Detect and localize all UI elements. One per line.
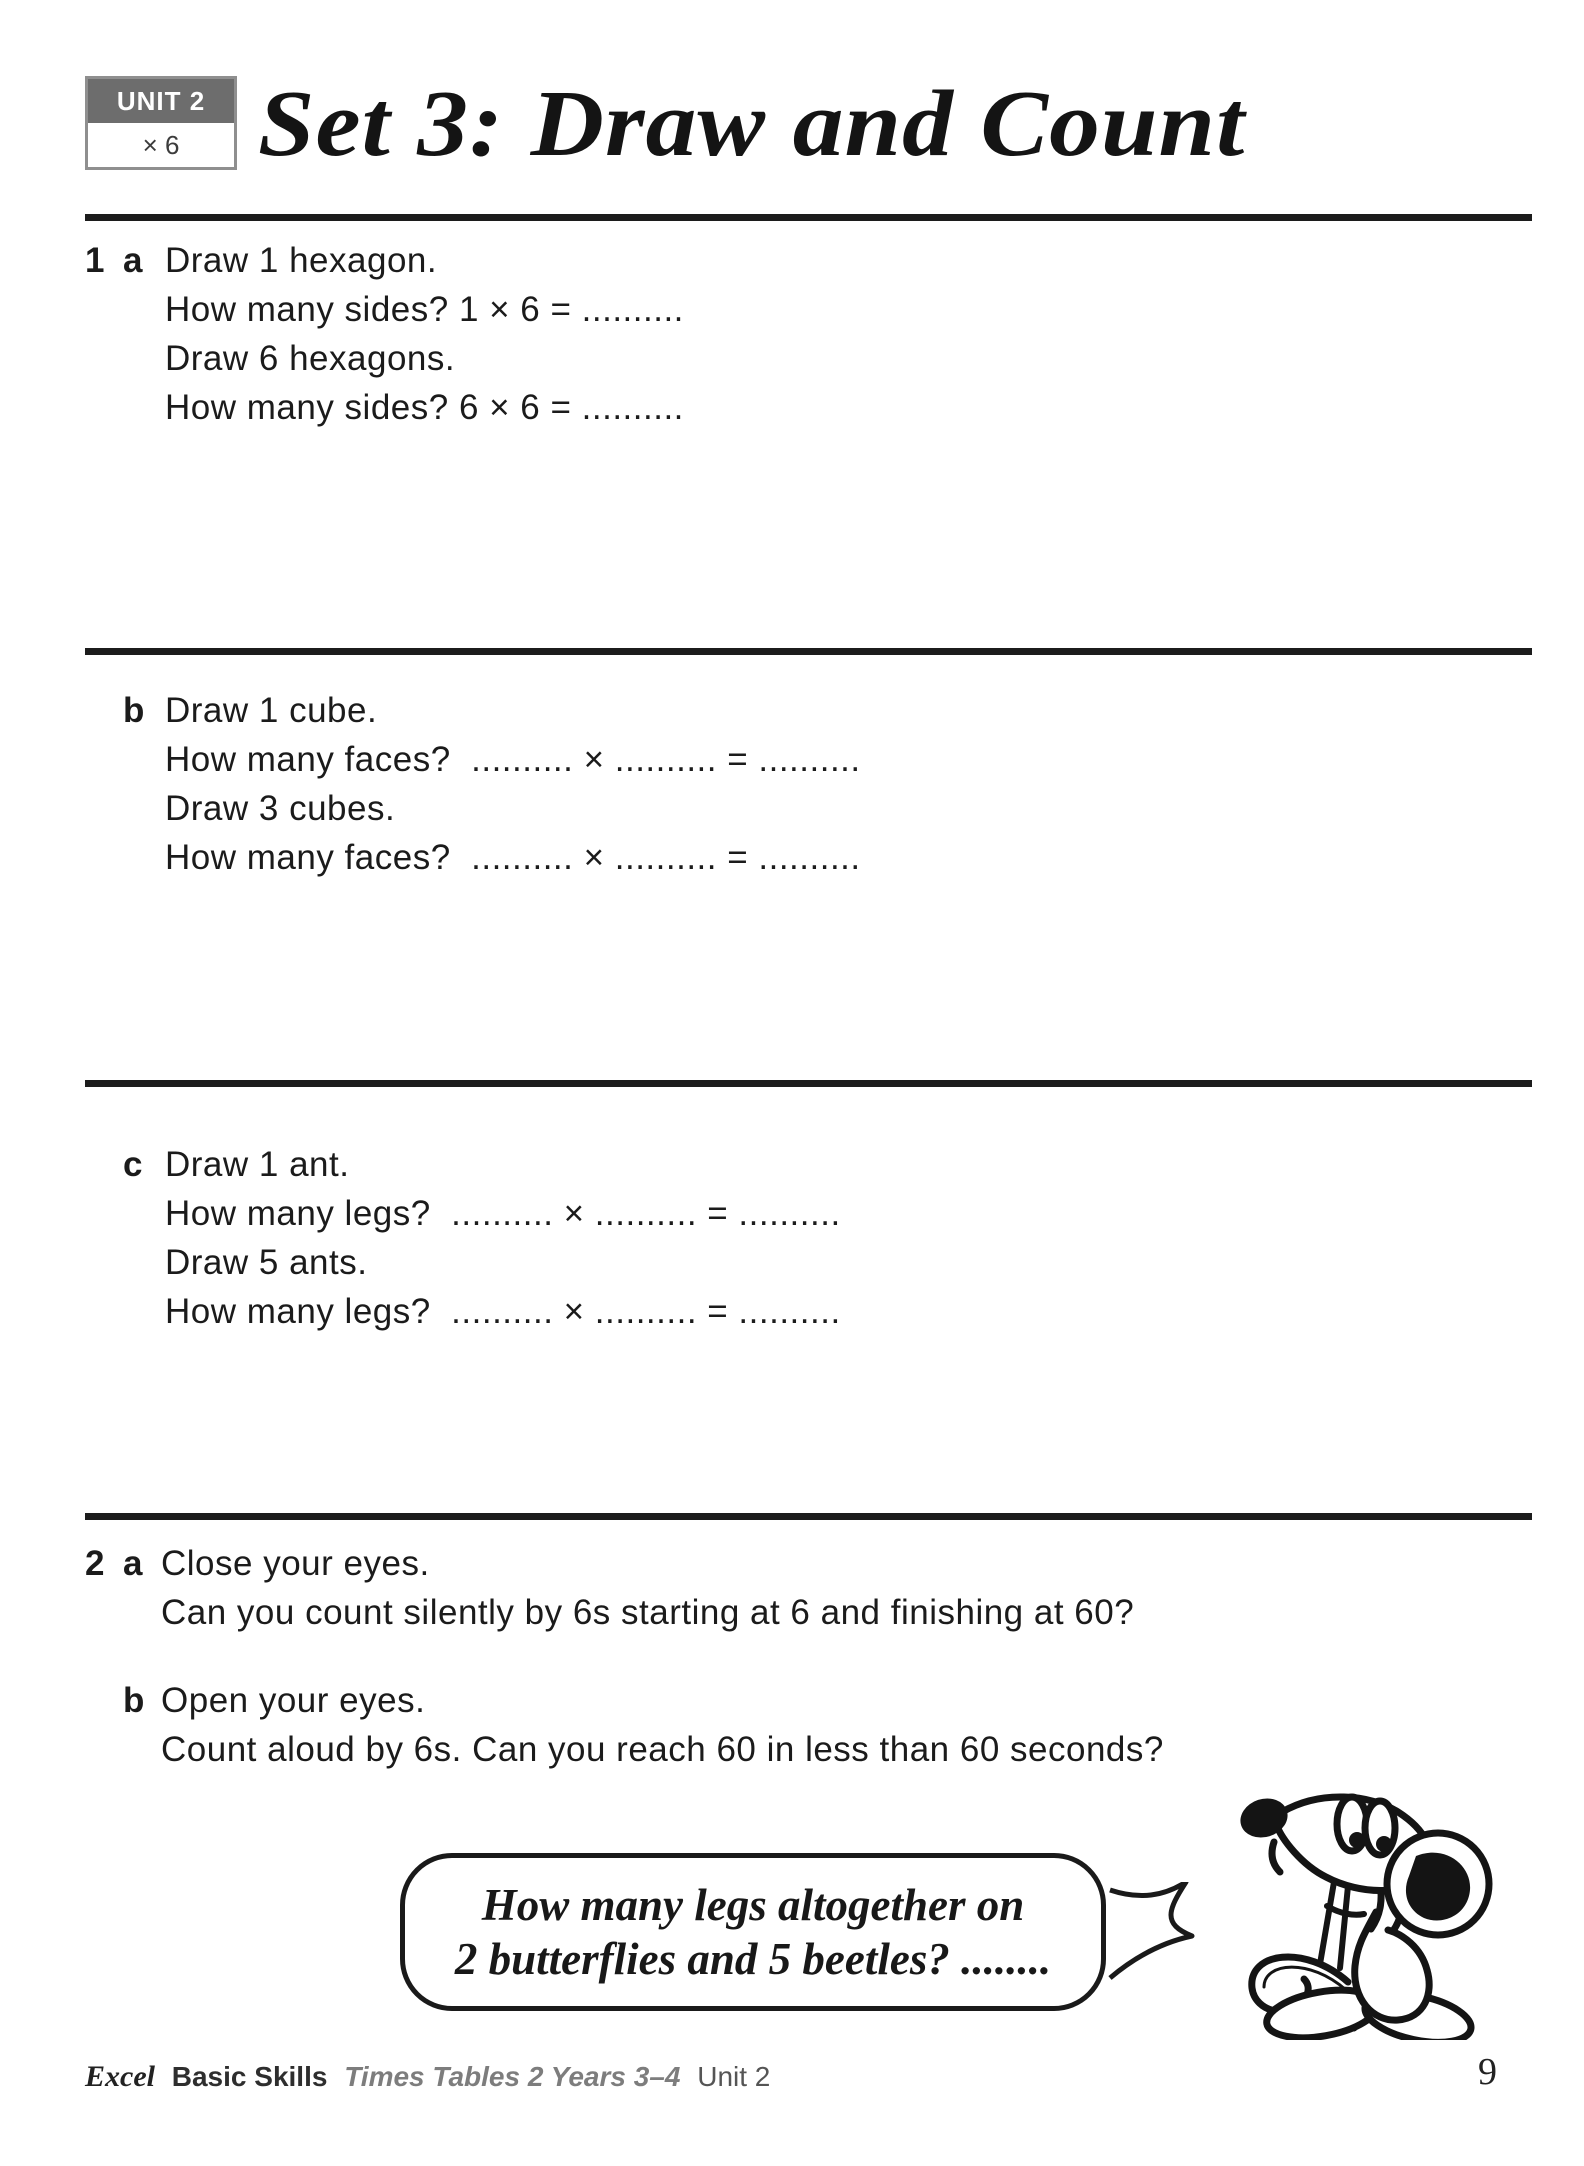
question-1a <box>85 236 684 432</box>
unit-multiplier: × 6 <box>88 123 234 167</box>
question-line: How many faces? .......... × .......... = .......... <box>165 740 861 779</box>
divider-q2 <box>85 1513 1532 1520</box>
question-line: How many faces? .......... × .......... = .......... <box>165 838 861 877</box>
divider-1b <box>85 648 1532 655</box>
question-line: Draw 1 hexagon. <box>165 241 438 280</box>
footer-brand: Excel <box>85 2060 155 2093</box>
question-line: Count aloud by 6s. Can you reach 60 in less than 60 seconds? <box>161 1730 1164 1769</box>
question-line: Close your eyes. <box>161 1544 430 1583</box>
question-line: Draw 1 cube. <box>165 691 378 730</box>
question-1b-lines <box>165 686 861 882</box>
question-2a-lines <box>161 1539 1134 1637</box>
question-2b <box>85 1676 1164 1774</box>
question-line: How many sides? 1 × 6 = .......... <box>165 290 684 329</box>
question-line: Open your eyes. <box>161 1681 426 1720</box>
speech-bubble <box>400 1853 1106 2011</box>
question-line: How many legs? .......... × .......... = .......... <box>165 1292 841 1331</box>
question-letter: b <box>123 1681 145 1720</box>
speech-bubble-line: How many legs altogether on <box>481 1880 1025 1930</box>
question-letter: b <box>123 691 145 730</box>
question-number-spacer <box>85 1676 123 1774</box>
question-1c-lines <box>165 1140 841 1336</box>
question-2a <box>85 1539 1134 1637</box>
unit-label: UNIT 2 <box>88 79 234 123</box>
question-letter: c <box>123 1145 143 1184</box>
divider-1c <box>85 1080 1532 1087</box>
speech-bubble-tail <box>1106 1882 1201 1984</box>
question-number-spacer <box>85 1140 123 1336</box>
question-letter: a <box>123 1544 143 1583</box>
question-line: Draw 5 ants. <box>165 1243 368 1282</box>
question-line: How many legs? .......... × .......... = .......... <box>165 1194 841 1233</box>
question-line: Draw 1 ant. <box>165 1145 350 1184</box>
question-number: 2 <box>85 1544 105 1583</box>
footer-series: Times Tables 2 Years 3–4 <box>344 2061 681 2092</box>
speech-bubble-line: 2 butterflies and 5 beetles? ........ <box>454 1934 1052 1984</box>
footer-brand-suffix: Basic Skills <box>171 2061 328 2092</box>
mouse-cartoon-icon <box>1230 1784 1498 2040</box>
page-title: Set 3: Draw and Count <box>258 72 1246 176</box>
question-line: Draw 3 cubes. <box>165 789 396 828</box>
question-number-spacer <box>85 686 123 882</box>
question-line: How many sides? 6 × 6 = .......... <box>165 388 684 427</box>
question-number: 1 <box>85 241 105 280</box>
page-number: 9 <box>1478 2051 1497 2093</box>
unit-badge <box>85 76 237 170</box>
footer <box>85 2060 770 2094</box>
question-1c <box>85 1140 841 1336</box>
question-letter: a <box>123 241 143 280</box>
question-1b <box>85 686 861 882</box>
question-2b-lines <box>161 1676 1164 1774</box>
footer-unit: Unit 2 <box>697 2061 771 2092</box>
divider-header <box>85 214 1532 221</box>
question-line: Can you count silently by 6s starting at 6 and finishing at 60? <box>161 1593 1135 1632</box>
question-1a-lines <box>165 236 684 432</box>
question-line: Draw 6 hexagons. <box>165 339 456 378</box>
